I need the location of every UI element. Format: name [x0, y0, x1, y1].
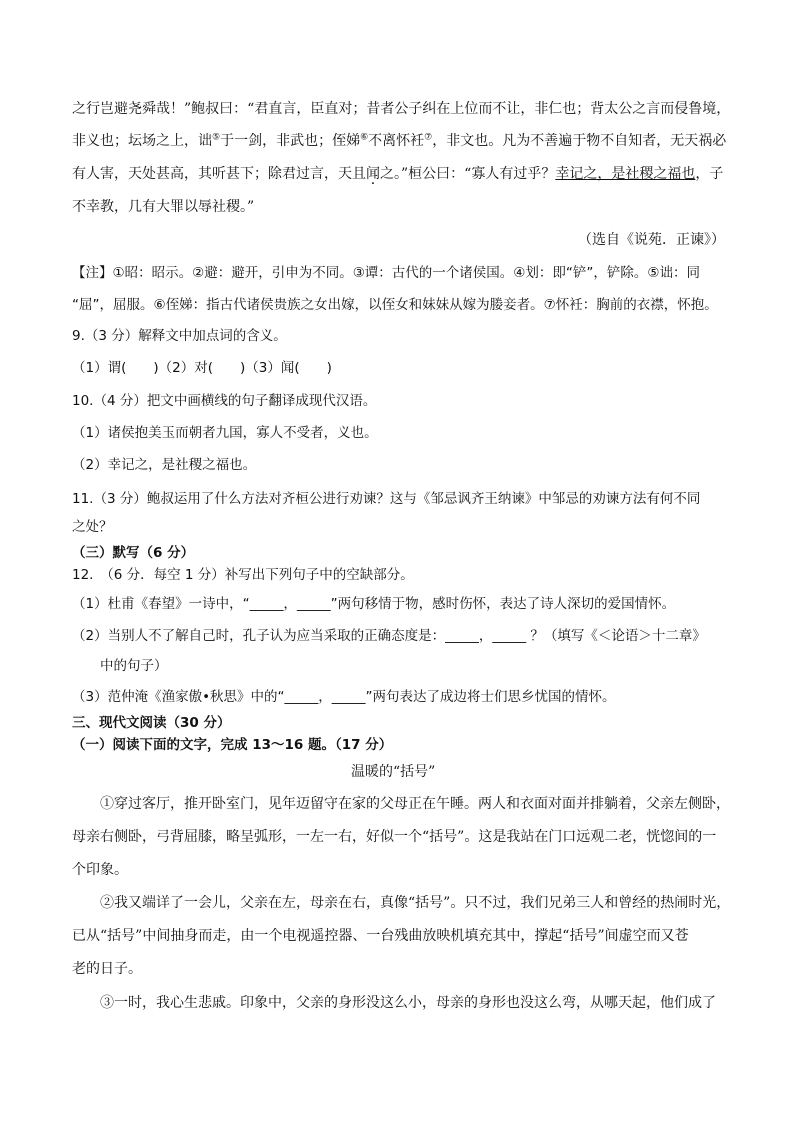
section-dictation-title: （三）默写（6 分）: [72, 545, 195, 561]
question-12-item-2-line-2: 中的句子）: [100, 658, 168, 674]
essay-title: 温暖的“括号”: [351, 764, 436, 780]
question-12-item-2-line-1: （2）当别人不了解自己时，孔子认为应当采取的正确态度是：_____，_____ ？（填写《＜论语＞十二章》: [72, 628, 706, 644]
question-11-line-2: 之处？: [72, 519, 113, 535]
essay-p1-line-1: ①穿过客厅，推开卧室门，见年迈留守在家的父母正在午睡。两人和衣面对面并排躺着，父亲左侧卧，: [100, 796, 730, 812]
passage-line-2: 非义也；坛场之上，诎⑤于一剑，非武也；侄娣⑥不离怀衽⑦，非文也。凡为不善遍于物不自知者，无天祸必: [72, 132, 727, 149]
essay-p3-line-1: ③一时，我心生悲戚。印象中，父亲的身形没这么小，母亲的身形也没这么弯，从哪天起，他们成了: [100, 995, 716, 1011]
question-10: 10.（4 分）把文中画横线的句子翻译成现代汉语。: [72, 393, 377, 409]
section-modern-heading: 三、现代文阅读（30 分）: [72, 715, 231, 731]
dotted-word-wen: 闻: [366, 166, 380, 182]
essay-p1-line-3: 个印象。: [72, 862, 128, 878]
essay-p1-line-2: 母亲右侧卧，弓背屈膝，略呈弧形，一左一右，好似一个“括号”。这是我站在门口远观二老，恍惚间的一: [72, 829, 717, 845]
question-10-item-2: （2）幸记之，是社稷之福也。: [72, 457, 257, 473]
notes-line-2: “屈”，屈服。⑥侄娣：指古代诸侯贵族之女出嫁，以侄女和妹妹从嫁为媵妾者。⑦怀衽：胸前的衣襟，怀抱。: [72, 297, 718, 313]
essay-p2-line-1: ②我又端详了一会儿，父亲在左，母亲在右，真像“括号”。只不过，我们兄弟三人和曾经的热闹时光，: [100, 895, 731, 911]
passage-source: （选自《说苑．正谏》）: [578, 232, 725, 248]
passage-line-3: 有人害，天处甚高，其听甚下；除君过言，天且闻之。”桓公曰：“寡人有过乎？幸记之，是社稷之福也，子: [72, 166, 724, 182]
question-9: 9.（3 分）解释文中加点词的含义。: [72, 328, 287, 344]
question-12-item-3: （3）范仲淹《渔家傲•秋思》中的“_____，_____”两句表达了成边将士们思乡忧国的情怀。: [72, 689, 616, 705]
passage-line-4: 不幸教，几有大罪以辱社稷。”: [72, 199, 255, 215]
question-12: 12. （6 分．每空 1 分）补写出下列句子中的空缺部分。: [72, 567, 414, 583]
question-10-item-1: （1）诸侯抱美玉而朝者九国，寡人不受者，义也。: [72, 425, 378, 441]
question-9-subitems: （1）谓( )（2）对( )（3）闻( ): [72, 360, 332, 376]
section-modern-subheading: （一）阅读下面的文字，完成 13～16 题。（17 分）: [72, 737, 393, 753]
essay-p2-line-2: 已从“括号”中间抽身而走，由一个电视遥控器、一台残曲放映机填充其中，撑起“括号”间虚空而又苍: [72, 928, 689, 944]
underlined-sentence: 幸记之，是社稷之福也: [555, 166, 696, 182]
question-11-line-1: 11.（3 分）鲍叔运用了什么方法对齐桓公进行劝谏？这与《邹忌讽齐王纳谏》中邹忌的劝谏方法有何不同: [72, 491, 701, 507]
question-12-item-1: （1）杜甫《春望》一诗中，“_____，_____”两句移情于物，感时伤怀，表达了诗人深切的爱国情怀。: [72, 596, 676, 612]
notes-line-1: 【注】①昭：昭示。②避：避开，引申为不同。③谭：古代的一个诸侯国。④划：即“铲”，铲除。⑤诎：同: [72, 265, 700, 281]
essay-p2-line-3: 老的日子。: [72, 961, 142, 977]
passage-line-1: 之行岂避尧舜哉！”鲍叔曰：“君直言，臣直对；昔者公子纠在上位而不让，非仁也；背太公之言而侵鲁境，: [72, 101, 731, 117]
